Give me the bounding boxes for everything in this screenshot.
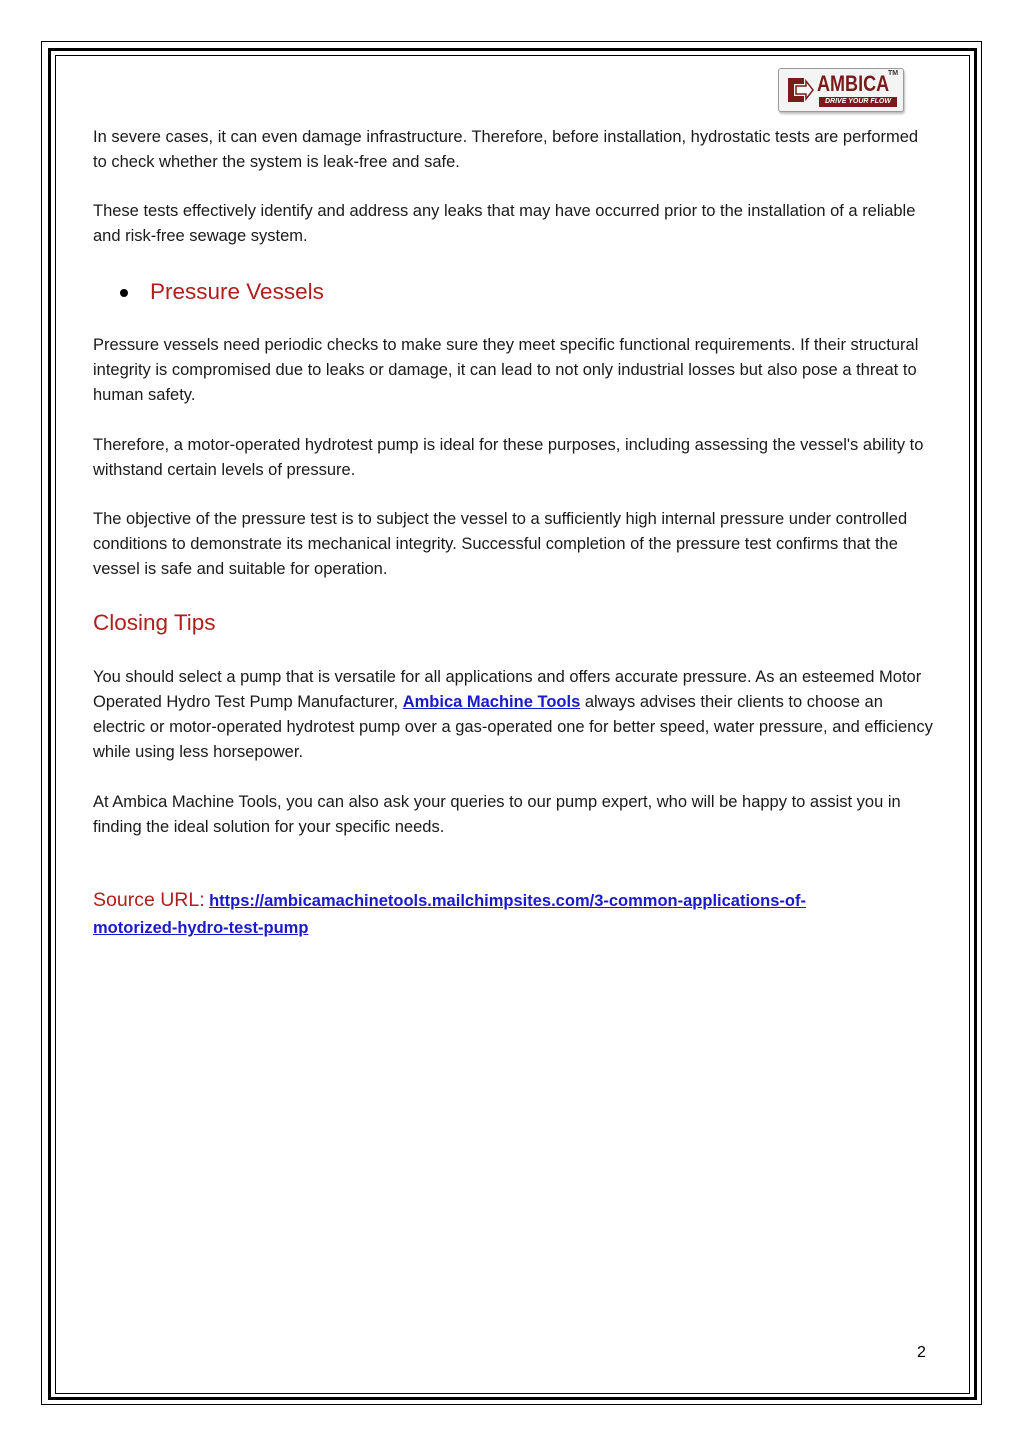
logo-wordmark: AMBICA: [817, 71, 890, 96]
paragraph-pressure-vessels-checks: Pressure vessels need periodic checks to make sure they meet specific functional requirements. If their structural integrity is compromised due to leaks or damage, it can lead to not only industrial losses but also pose a threat to human safety.: [93, 336, 919, 404]
heading-pressure-vessels-text: Pressure Vessels: [150, 279, 324, 304]
paragraph-select-pump-text-after: always advises their clients to choose an electric or motor-operated hydrotest pump over a gas-operated one for better speed, water pressure, and efficiency while using less horsepower.: [93, 693, 933, 761]
paragraph-select-pump-text-before: You should select a pump that is versatile for all applications and offers accurate pressure. As an esteemed Motor Operated Hydro Test Pump Manufacturer,: [93, 668, 922, 711]
source-url-link-line1[interactable]: https://ambicamachinetools.mailchimpsites.com/3-common-applications-of-: [209, 892, 806, 910]
heading-closing-tips: Closing Tips: [93, 610, 216, 635]
paragraph-queries: At Ambica Machine Tools, you can also ask your queries to our pump expert, who will be happy to assist you in finding the ideal solution for your specific needs.: [93, 793, 901, 836]
source-url-label: Source URL:: [93, 889, 205, 911]
paragraph-severe-cases: In severe cases, it can even damage infrastructure. Therefore, before installation, hydrostatic tests are performed to check whether the system is leak-free and safe.: [93, 128, 919, 171]
ambica-logo-mark-icon: [784, 74, 814, 106]
source-url-block: [93, 888, 933, 942]
page-number: 2: [917, 1344, 926, 1361]
ambica-logo: [778, 68, 904, 112]
paragraph-tests-identify: These tests effectively identify and address any leaks that may have occurred prior to the installation of a reliable and risk-free sewage system.: [93, 202, 916, 245]
paragraph-select-pump: [93, 665, 933, 765]
ambica-machine-tools-link[interactable]: Ambica Machine Tools: [402, 693, 581, 711]
source-url-link-line2[interactable]: motorized-hydro-test-pump: [93, 919, 309, 937]
logo-trademark: TM: [888, 70, 899, 77]
paragraph-objective: The objective of the pressure test is to subject the vessel to a sufficiently high internal pressure under controlled conditions to demonstrate its mechanical integrity. Successful completion of the pressure test confirms that the vessel is safe and suitable for operation.: [93, 510, 908, 578]
paragraph-motor-operated: Therefore, a motor-operated hydrotest pump is ideal for these purposes, including assessing the vessel's ability to withstand certain levels of pressure.: [93, 436, 924, 479]
logo-tagline: DRIVE YOUR FLOW: [819, 97, 897, 107]
bullet-icon: [120, 289, 128, 297]
heading-pressure-vessels: [120, 277, 324, 307]
